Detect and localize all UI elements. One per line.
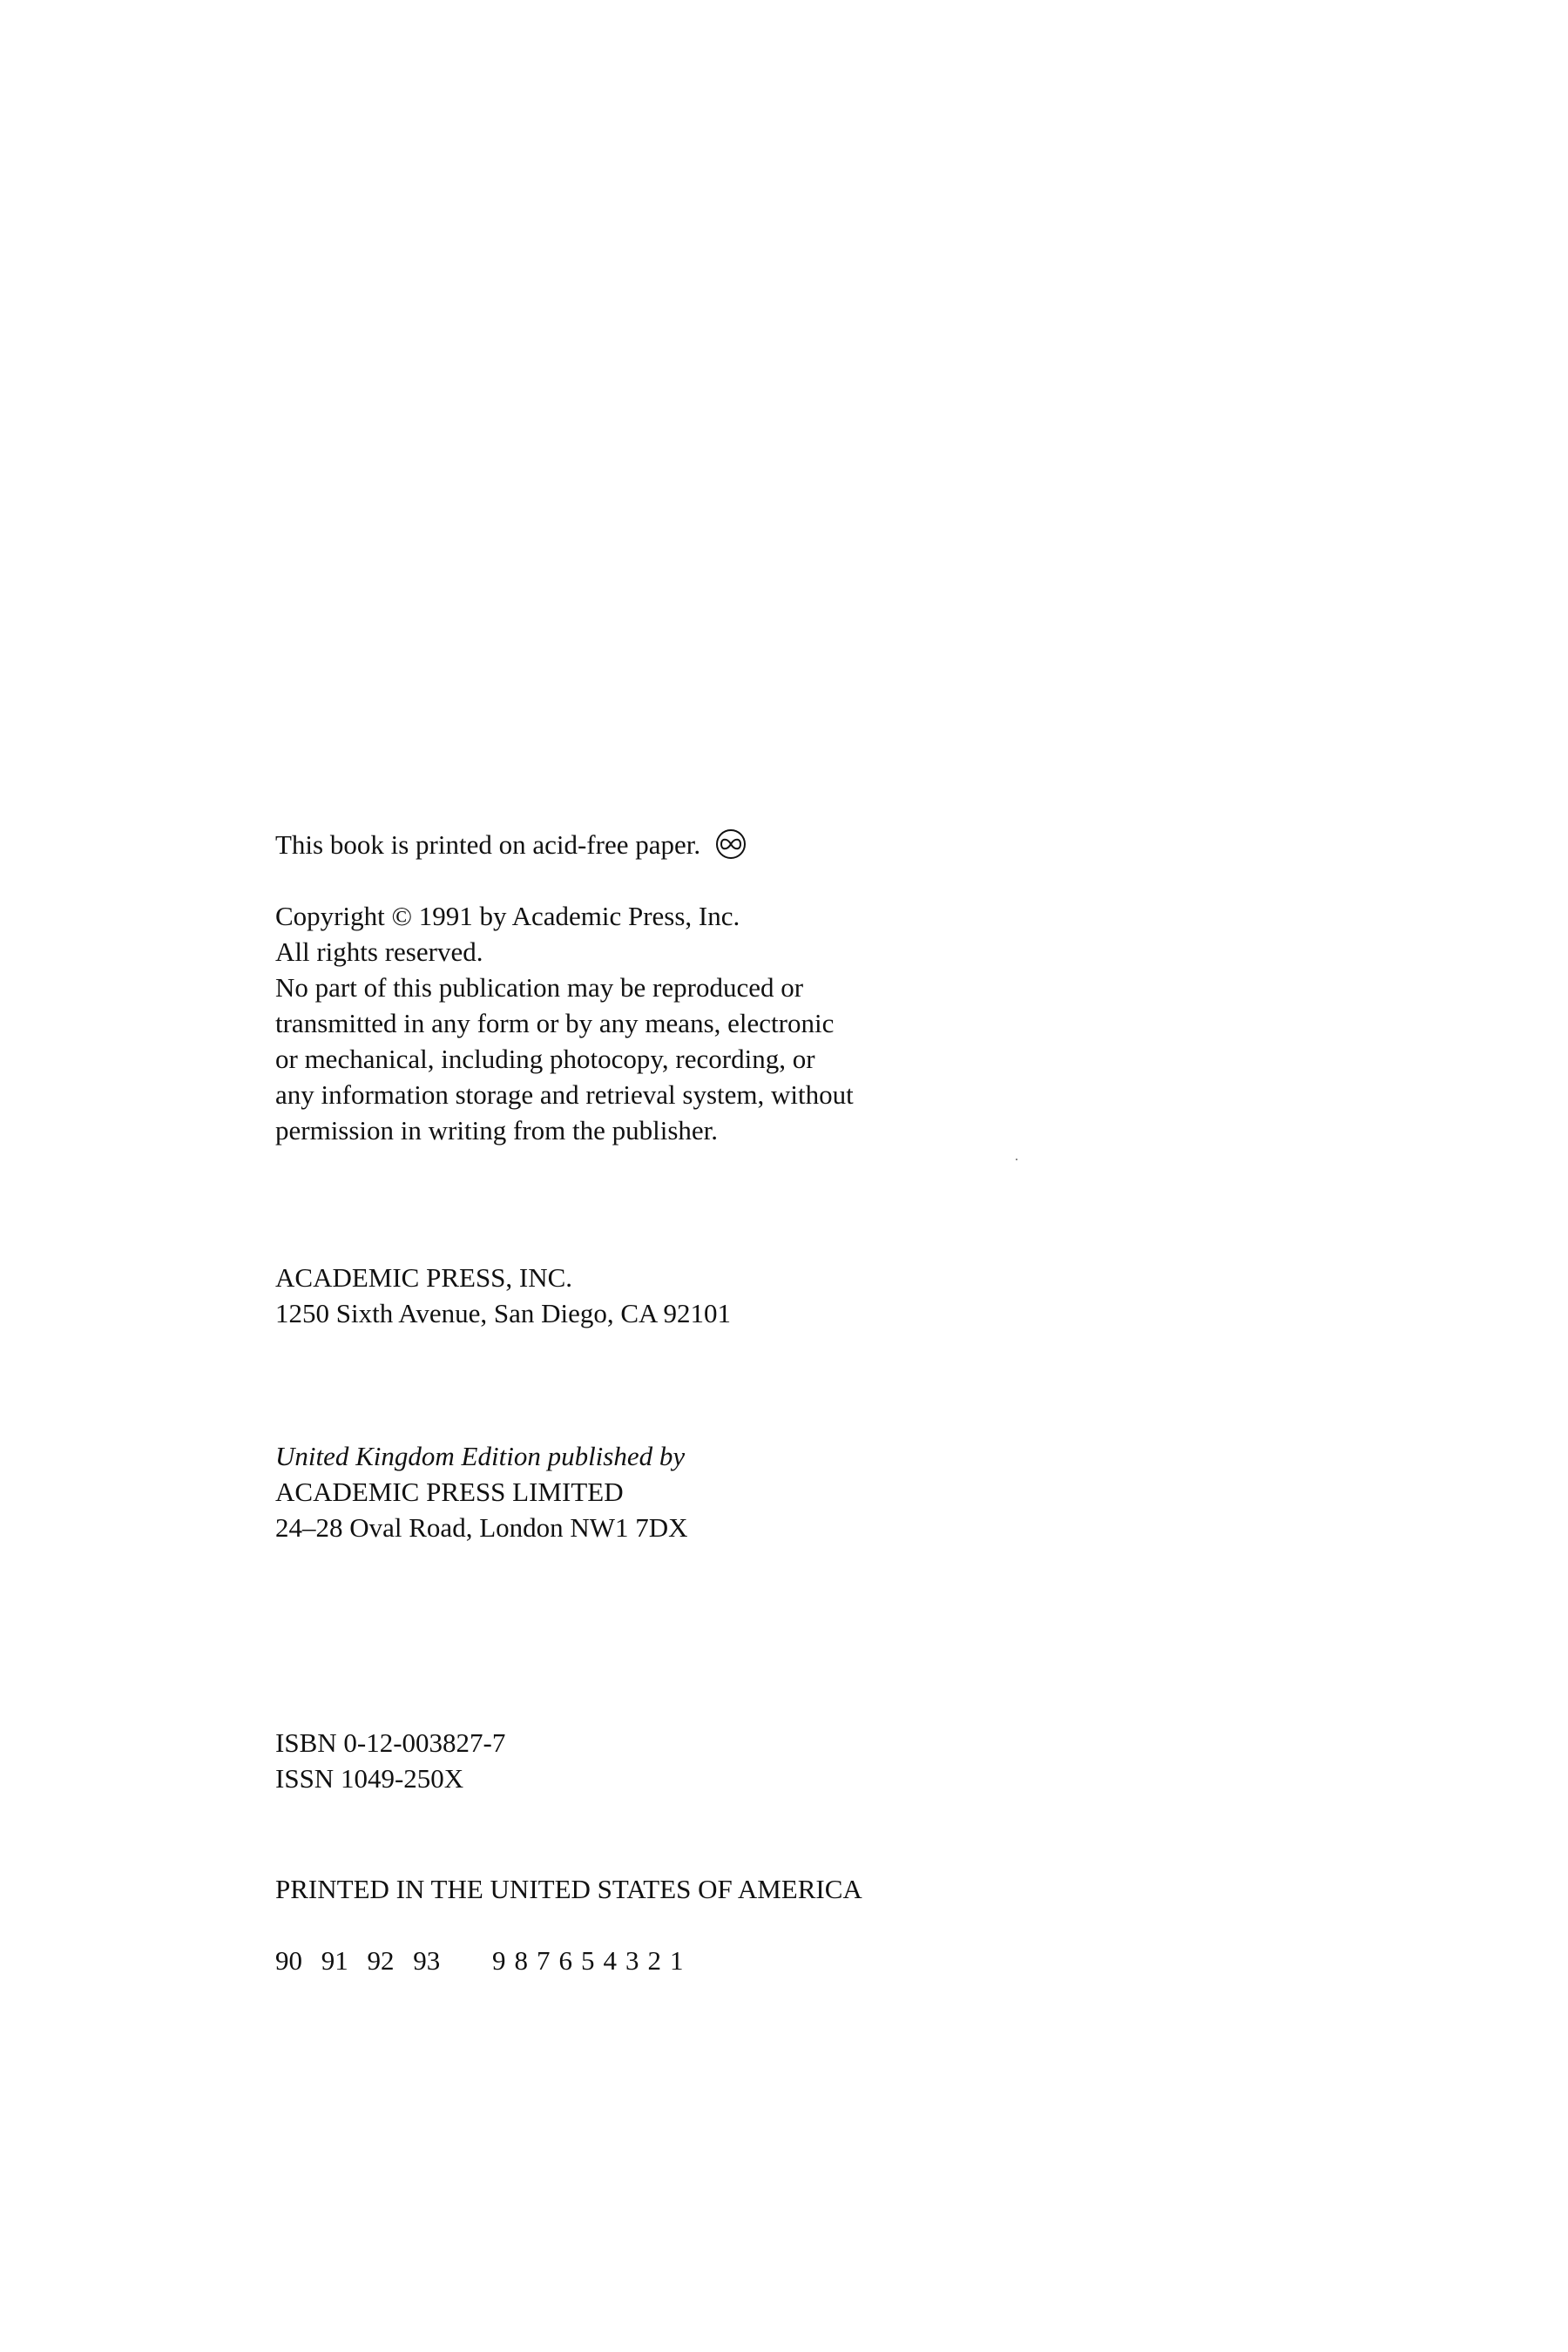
uk-publisher-address: 24–28 Oval Road, London NW1 7DX <box>275 1512 688 1543</box>
print-speck <box>1016 1159 1017 1160</box>
print-impressions: 987654321 <box>492 1945 693 1976</box>
rights-text-line: permission in writing from the publisher. <box>275 1115 719 1146</box>
rights-text-line: No part of this publication may be reproduced or <box>275 972 804 1003</box>
rights-text-line: transmitted in any form or by any means, electronic <box>275 1008 835 1038</box>
book-identifiers <box>275 1725 505 1796</box>
copyright-line: Copyright © 1991 by Academic Press, Inc. <box>275 901 740 931</box>
isbn: ISBN 0-12-003827-7 <box>275 1727 506 1758</box>
issn: ISSN 1049-250X <box>275 1763 464 1794</box>
us-publisher <box>275 1260 731 1331</box>
rights-text-line: or mechanical, including photocopy, recording, or <box>275 1044 815 1074</box>
acid-free-text: This book is printed on acid-free paper. <box>275 829 701 860</box>
us-publisher-name: ACADEMIC PRESS, INC. <box>275 1262 573 1293</box>
uk-publisher <box>275 1438 688 1545</box>
uk-edition-intro: United Kingdom Edition published by <box>275 1441 686 1471</box>
acid-free-notice <box>275 827 747 862</box>
print-years: 90 91 92 93 <box>275 1945 441 1976</box>
rights-reserved-line: All rights reserved. <box>275 936 483 967</box>
printed-in-notice <box>275 1871 862 1907</box>
printed-in-text: PRINTED IN THE UNITED STATES OF AMERICA <box>275 1874 862 1904</box>
copyright-notice <box>275 898 854 1148</box>
printer-key-line <box>275 1943 693 1978</box>
infinity-circle-icon <box>714 828 747 861</box>
us-publisher-address: 1250 Sixth Avenue, San Diego, CA 92101 <box>275 1298 731 1328</box>
uk-publisher-name: ACADEMIC PRESS LIMITED <box>275 1477 624 1507</box>
rights-text-line: any information storage and retrieval system, without <box>275 1079 854 1110</box>
